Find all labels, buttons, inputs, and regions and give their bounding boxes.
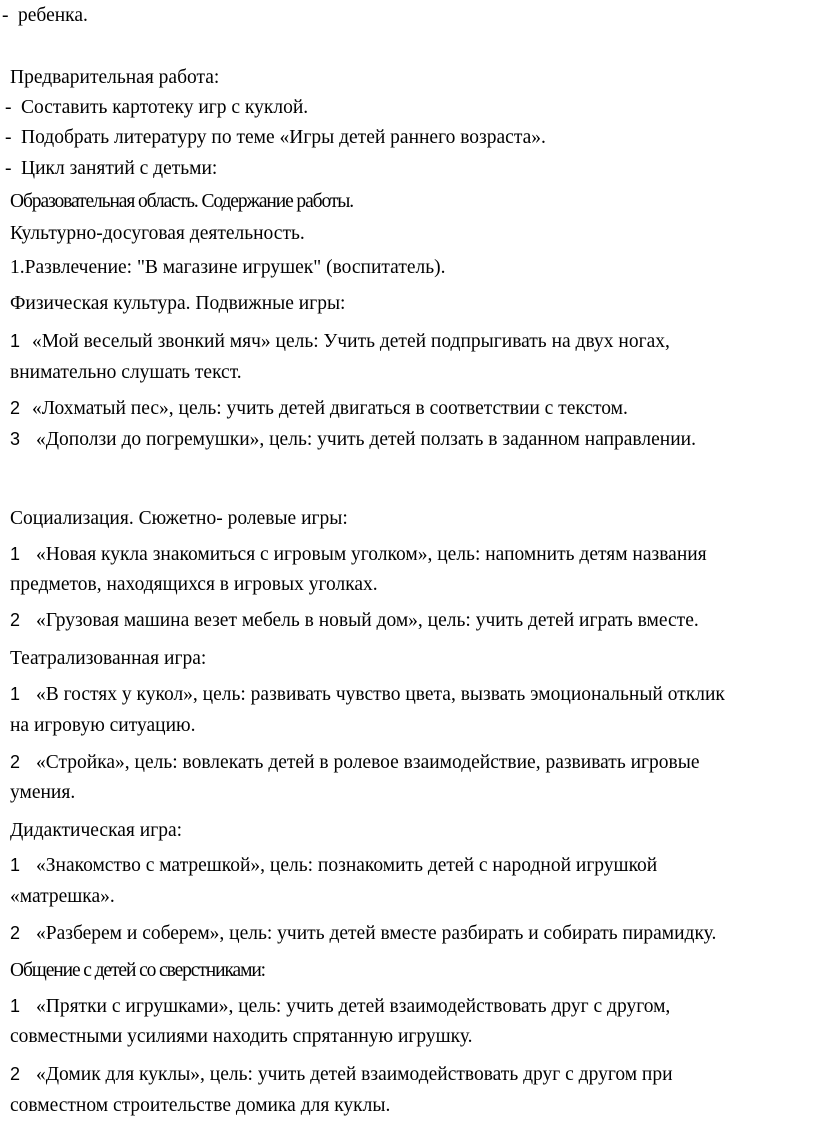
item-number: 1 bbox=[10, 855, 21, 875]
line-text: Физическая культура. Подвижные игры: bbox=[10, 293, 346, 314]
item-number: 2 bbox=[10, 1064, 21, 1084]
line-text: «В гостях у кукол», цель: развивать чувство цвета, вызвать эмоциональный отклик bbox=[36, 684, 725, 705]
line-text: Культурно-досуговая деятельность. bbox=[10, 223, 305, 244]
list-item bbox=[10, 853, 657, 878]
item-number: 1 bbox=[10, 544, 21, 564]
line-text: «Стройка», цель: вовлекать детей в ролевое взаимодействие, развивать игровые bbox=[36, 752, 700, 773]
item-number: 2 bbox=[10, 610, 21, 630]
dash-marker: - bbox=[2, 5, 9, 26]
line-text: «Знакомство с матрешкой», цель: познакомить детей с народной игрушкой bbox=[36, 855, 658, 876]
list-item-continuation bbox=[10, 885, 115, 909]
line-text: совместными усилиями находить спрятанную игрушку. bbox=[10, 1026, 473, 1047]
line-text: Развлечение: "В магазине игрушек" (воспитатель). bbox=[24, 257, 446, 278]
line-text: Образовательная область. Содержание работы. bbox=[10, 191, 354, 212]
item-number: 1 bbox=[10, 684, 21, 704]
line-text: Социализация. Сюжетно- ролевые игры: bbox=[10, 508, 348, 529]
list-item bbox=[10, 921, 716, 946]
list-item bbox=[10, 427, 696, 452]
line-text: ребенка. bbox=[18, 5, 88, 26]
section-heading bbox=[10, 190, 353, 214]
list-item bbox=[10, 994, 670, 1019]
list-item bbox=[2, 4, 88, 28]
item-number: 2 bbox=[10, 923, 21, 943]
list-item bbox=[10, 750, 700, 775]
list-item-continuation bbox=[10, 573, 378, 597]
list-item bbox=[5, 157, 217, 181]
line-text: умения. bbox=[10, 782, 76, 803]
dash-marker: - bbox=[5, 158, 12, 179]
list-item bbox=[5, 96, 308, 120]
line-text: Театрализованная игра: bbox=[10, 648, 207, 669]
item-number: 1 bbox=[10, 331, 21, 351]
line-text: «Домик для куклы», цель: учить детей взаимодействовать друг с другом при bbox=[36, 1064, 673, 1085]
section-heading bbox=[10, 222, 305, 246]
list-item-continuation bbox=[10, 1025, 473, 1049]
dash-marker: - bbox=[5, 97, 12, 118]
list-item-continuation bbox=[10, 781, 75, 805]
item-number: 2 bbox=[10, 398, 21, 418]
line-text: внимательно слушать текст. bbox=[10, 362, 242, 383]
line-text: предметов, находящихся в игровых уголках. bbox=[10, 574, 378, 595]
list-item bbox=[10, 396, 628, 421]
item-number: 3 bbox=[10, 429, 21, 449]
list-item bbox=[10, 329, 670, 354]
section-heading bbox=[10, 507, 348, 531]
line-text: «матрешка». bbox=[10, 886, 115, 907]
list-item bbox=[10, 1062, 673, 1087]
section-heading bbox=[10, 292, 345, 316]
list-item-continuation bbox=[10, 714, 195, 738]
list-item bbox=[10, 682, 725, 707]
line-text: «Мой веселый звонкий мяч» цель: Учить детей подпрыгивать на двух ногах, bbox=[32, 331, 670, 352]
list-item bbox=[10, 256, 445, 280]
list-item bbox=[5, 126, 546, 150]
list-item bbox=[10, 542, 707, 567]
line-text: совместном строительстве домика для куклы. bbox=[10, 1095, 391, 1116]
line-text: «Лохматый пес», цель: учить детей двигаться в соответствии с текстом. bbox=[32, 398, 628, 419]
line-text: «Разберем и соберем», цель: учить детей вместе разбирать и собирать пирамидку. bbox=[36, 923, 717, 944]
line-text: Предварительная работа: bbox=[10, 67, 220, 88]
line-text: Подобрать литературу по теме «Игры детей раннего возраста». bbox=[21, 127, 546, 148]
line-text: Общение с детей со сверстниками: bbox=[10, 960, 265, 981]
item-number: 2 bbox=[10, 752, 21, 772]
item-number: 1. bbox=[10, 257, 25, 278]
section-heading bbox=[10, 819, 182, 843]
line-text: «Грузовая машина везет мебель в новый дом», цель: учить детей играть вместе. bbox=[36, 610, 699, 631]
line-text: Составить картотеку игр с куклой. bbox=[21, 97, 309, 118]
section-heading bbox=[10, 959, 265, 983]
list-item-continuation bbox=[10, 1094, 390, 1118]
list-item bbox=[10, 608, 699, 633]
list-item-continuation bbox=[10, 361, 242, 385]
line-text: на игровую ситуацию. bbox=[10, 715, 196, 736]
section-heading bbox=[10, 647, 206, 671]
line-text: Дидактическая игра: bbox=[10, 820, 183, 841]
line-text: «Новая кукла знакомиться с игровым уголком», цель: напомнить детям названия bbox=[36, 544, 707, 565]
item-number: 1 bbox=[10, 996, 21, 1016]
line-text: «Доползи до погремушки», цель: учить детей ползать в заданном направлении. bbox=[36, 429, 696, 450]
line-text: «Прятки с игрушками», цель: учить детей взаимодействовать друг с другом, bbox=[36, 996, 671, 1017]
line-text: Цикл занятий с детьми: bbox=[21, 158, 218, 179]
dash-marker: - bbox=[5, 127, 12, 148]
section-heading bbox=[10, 66, 219, 90]
